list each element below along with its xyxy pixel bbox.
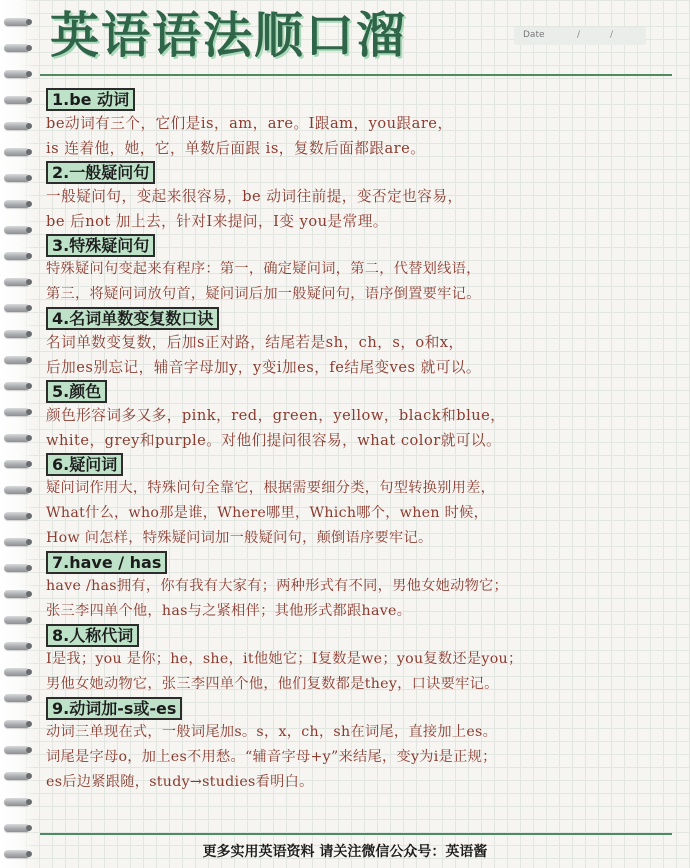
binding-ring [4,252,30,260]
text-line: is 连着他，她，它，单数后面跟 is，复数后面都跟are。 [46,140,426,157]
header-divider [40,74,672,76]
binding-ring [4,694,30,702]
notes-content [46,88,682,795]
section-heading: 6.疑问词 [46,453,123,476]
binding-ring [4,616,30,624]
binding-ring [4,70,30,78]
binding-ring [4,278,30,286]
text-line: 张三李四单个他，has与之紧相伴；其他形式都跟have。 [46,603,412,619]
binding-ring [4,408,30,416]
text-line: 男他女她动物它，张三李四单个他，他们复数都是they，口诀要牢记。 [46,676,499,692]
section-heading: 7.have / has [46,551,167,574]
text-line: 第三，将疑问词放句首，疑问词后加一般疑问句，语序倒置要牢记。 [46,286,481,302]
section-heading: 2.一般疑问句 [46,161,155,184]
text-line: es后边紧跟随，study→studies看明白。 [46,774,314,790]
binding-ring [4,538,30,546]
section-verb-s-es [46,697,682,795]
binding-ring [4,512,30,520]
text-line: 后加es别忘记，辅音字母加y，y变i加es，fe结尾变ves 就可以。 [46,359,482,376]
text-line: 名词单数变复数，后加s正对路，结尾若是sh，ch，s，o和x， [46,334,464,351]
section-heading: 8.人称代词 [46,624,139,647]
binding-ring [4,96,30,104]
binding-ring [4,18,30,26]
binding-ring [4,434,30,442]
text-line: have /has拥有，你有我有大家有；两种形式有不同，男他女她动物它； [46,578,509,594]
binding-ring [4,642,30,650]
binding-ring [4,746,30,754]
binding-ring [4,798,30,806]
date-separator: / [577,30,581,40]
section-heading: 5.颜色 [46,380,107,403]
text-line: white，grey和purple。对他们提问很容易，what color就可以。 [46,432,502,449]
text-line: How 问怎样，特殊疑问词加一般疑问句，颠倒语序要牢记。 [46,530,433,546]
footer-note: 更多实用英语资料 请关注微信公众号：英语酱 [202,844,488,860]
binding-ring [4,200,30,208]
section-heading: 4.名词单数变复数口诀 [46,307,219,330]
section-pronouns [46,624,682,697]
section-have-has [46,551,682,624]
binding-ring [4,174,30,182]
binding-ring [4,330,30,338]
binding-ring [4,382,30,390]
section-heading: 9.动词加-s或-es [46,697,182,720]
binding-ring [4,148,30,156]
section-heading: 1.be 动词 [46,88,135,111]
text-line: 特殊疑问句变起来有程序：第一，确定疑问词，第二，代替划线语， [46,261,481,277]
binding-ring [4,564,30,572]
binding-ring [4,720,30,728]
text-line: 疑问词作用大，特殊问句全靠它，根据需要细分类，句型转换别用差， [46,480,496,496]
section-colors [46,380,682,453]
binding-ring [4,44,30,52]
section-special-question [46,234,682,307]
binding-ring [4,824,30,832]
text-line: 一般疑问句，变起来很容易，be 动词往前提，变否定也容易， [46,188,463,205]
text-line: What什么，who那是谁，Where哪里，Which哪个，when 时候， [46,505,489,521]
binding-ring [4,486,30,494]
binding-ring [4,226,30,234]
text-line: 颜色形容词多又多，pink，red，green，yellow，black和blue， [46,407,506,424]
text-line: 动词三单现在式，一般词尾加s。s，x，ch，sh在词尾，直接加上es。 [46,724,498,740]
binding-ring [4,668,30,676]
date-label: Date [523,30,545,40]
date-box [514,27,646,45]
binding-ring [4,590,30,598]
text-line: 词尾是字母o，加上es不用愁。“辅音字母+y”来结尾，变y为i是正规； [46,749,497,765]
binding-ring [4,304,30,312]
page-title: 英语语法顺口溜 [50,6,408,64]
section-be-verb [46,88,682,161]
binding-ring [4,122,30,130]
binding-ring [4,356,30,364]
spiral-binding [0,0,34,868]
section-heading: 3.特殊疑问句 [46,234,155,257]
section-general-question [46,161,682,234]
text-line: be 后not 加上去，针对I来提问，I变 you是常理。 [46,213,388,230]
footer-divider [40,833,672,835]
text-line: be动词有三个，它们是is，am，are。I跟am，you跟are， [46,115,453,132]
date-separator: / [610,30,614,40]
section-plural-nouns [46,307,682,380]
section-question-words [46,453,682,551]
text-line: I是我；you 是你；he，she，it他她它；I复数是we；you复数还是you； [46,651,523,667]
binding-ring [4,460,30,468]
binding-ring [4,772,30,780]
